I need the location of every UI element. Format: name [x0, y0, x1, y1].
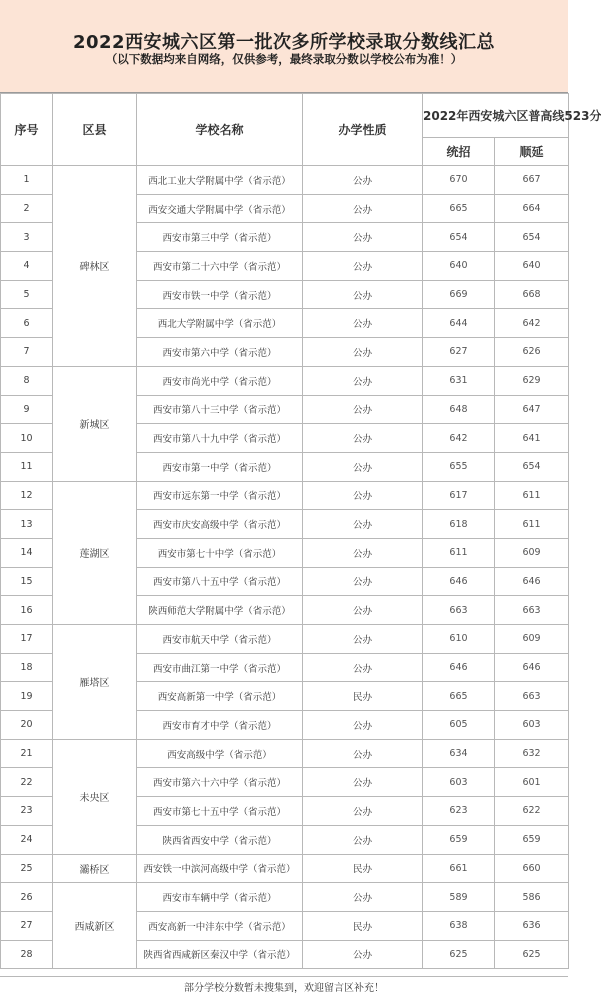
- footer-note: 部分学校分数暂未搜集到，欢迎留言区补充！: [0, 976, 568, 1000]
- table-header-row: [1, 94, 569, 138]
- row-index: 19: [1, 682, 53, 711]
- table-row: [1, 166, 569, 195]
- unified-score: 661: [423, 854, 495, 883]
- header-unified: 统招: [423, 138, 495, 166]
- unified-score: 634: [423, 739, 495, 768]
- school-nature: 公办: [303, 280, 423, 309]
- unified-score: 654: [423, 223, 495, 252]
- school-nature: 公办: [303, 596, 423, 625]
- school-name: 西安市庆安高级中学（省示范）: [137, 510, 303, 539]
- unified-score: 623: [423, 797, 495, 826]
- shunyan-score: 622: [495, 797, 569, 826]
- school-nature: 公办: [303, 194, 423, 223]
- row-index: 25: [1, 854, 53, 883]
- shunyan-score: 629: [495, 366, 569, 395]
- school-nature: 公办: [303, 309, 423, 338]
- school-nature: 公办: [303, 252, 423, 281]
- shunyan-score: 601: [495, 768, 569, 797]
- shunyan-score: 647: [495, 395, 569, 424]
- district-cell: 未央区: [53, 739, 137, 854]
- header-score-group: 2022年西安城六区普高线523分: [423, 94, 569, 138]
- header-shunyan: 顺延: [495, 138, 569, 166]
- shunyan-score: 611: [495, 481, 569, 510]
- shunyan-score: 660: [495, 854, 569, 883]
- row-index: 3: [1, 223, 53, 252]
- school-name: 西安交通大学附属中学（省示范）: [137, 194, 303, 223]
- school-name: 西安市铁一中学（省示范）: [137, 280, 303, 309]
- shunyan-score: 611: [495, 510, 569, 539]
- school-nature: 公办: [303, 538, 423, 567]
- school-nature: 民办: [303, 911, 423, 940]
- district-cell: 莲湖区: [53, 481, 137, 624]
- shunyan-score: 586: [495, 883, 569, 912]
- school-nature: 公办: [303, 366, 423, 395]
- unified-score: 646: [423, 653, 495, 682]
- row-index: 8: [1, 366, 53, 395]
- unified-score: 610: [423, 625, 495, 654]
- row-index: 22: [1, 768, 53, 797]
- school-name: 西安市育才中学（省示范）: [137, 711, 303, 740]
- school-nature: 公办: [303, 625, 423, 654]
- shunyan-score: 609: [495, 538, 569, 567]
- unified-score: 627: [423, 338, 495, 367]
- school-nature: 公办: [303, 739, 423, 768]
- row-index: 18: [1, 653, 53, 682]
- unified-score: 665: [423, 682, 495, 711]
- row-index: 28: [1, 940, 53, 969]
- school-name: 西安市第二十六中学（省示范）: [137, 252, 303, 281]
- school-nature: 公办: [303, 883, 423, 912]
- school-nature: 公办: [303, 166, 423, 195]
- district-cell: 雁塔区: [53, 625, 137, 740]
- unified-score: 625: [423, 940, 495, 969]
- district-cell: 碑林区: [53, 166, 137, 367]
- unified-score: 638: [423, 911, 495, 940]
- table-row: [1, 854, 569, 883]
- row-index: 24: [1, 825, 53, 854]
- school-nature: 公办: [303, 510, 423, 539]
- school-name: 西安市第六中学（省示范）: [137, 338, 303, 367]
- school-nature: 公办: [303, 768, 423, 797]
- page-title: 2022西安城六区第一批次多所学校录取分数线汇总: [72, 32, 496, 53]
- shunyan-score: 667: [495, 166, 569, 195]
- unified-score: 631: [423, 366, 495, 395]
- shunyan-score: 654: [495, 452, 569, 481]
- school-nature: 公办: [303, 424, 423, 453]
- school-name: 西安市车辆中学（省示范）: [137, 883, 303, 912]
- unified-score: 603: [423, 768, 495, 797]
- unified-score: 617: [423, 481, 495, 510]
- row-index: 7: [1, 338, 53, 367]
- unified-score: 659: [423, 825, 495, 854]
- district-cell: 灞桥区: [53, 854, 137, 883]
- unified-score: 618: [423, 510, 495, 539]
- header-nature: 办学性质: [303, 94, 423, 166]
- school-nature: 公办: [303, 481, 423, 510]
- unified-score: 665: [423, 194, 495, 223]
- school-nature: 公办: [303, 940, 423, 969]
- school-name: 西北工业大学附属中学（省示范）: [137, 166, 303, 195]
- row-index: 14: [1, 538, 53, 567]
- shunyan-score: 632: [495, 739, 569, 768]
- row-index: 4: [1, 252, 53, 281]
- school-name: 西安市第一中学（省示范）: [137, 452, 303, 481]
- row-index: 6: [1, 309, 53, 338]
- table-row: [1, 883, 569, 912]
- shunyan-score: 642: [495, 309, 569, 338]
- shunyan-score: 626: [495, 338, 569, 367]
- table-body: [1, 166, 569, 969]
- unified-score: 642: [423, 424, 495, 453]
- header-district: 区县: [53, 94, 137, 166]
- row-index: 15: [1, 567, 53, 596]
- school-nature: 民办: [303, 682, 423, 711]
- row-index: 23: [1, 797, 53, 826]
- row-index: 1: [1, 166, 53, 195]
- unified-score: 644: [423, 309, 495, 338]
- school-name: 西安市曲江第一中学（省示范）: [137, 653, 303, 682]
- school-nature: 公办: [303, 452, 423, 481]
- shunyan-score: 609: [495, 625, 569, 654]
- unified-score: 670: [423, 166, 495, 195]
- unified-score: 669: [423, 280, 495, 309]
- school-name: 陕西省西安中学（省示范）: [137, 825, 303, 854]
- row-index: 5: [1, 280, 53, 309]
- shunyan-score: 646: [495, 567, 569, 596]
- score-table: [0, 93, 601, 969]
- shunyan-score: 640: [495, 252, 569, 281]
- school-nature: 公办: [303, 711, 423, 740]
- school-name: 陕西省西咸新区秦汉中学（省示范）: [137, 940, 303, 969]
- row-index: 11: [1, 452, 53, 481]
- school-name: 陕西师范大学附属中学（省示范）: [137, 596, 303, 625]
- school-name: 西安高新第一中学（省示范）: [137, 682, 303, 711]
- school-nature: 公办: [303, 395, 423, 424]
- district-cell: 新城区: [53, 366, 137, 481]
- row-index: 10: [1, 424, 53, 453]
- shunyan-score: 659: [495, 825, 569, 854]
- shunyan-score: 625: [495, 940, 569, 969]
- table-row: [1, 481, 569, 510]
- row-index: 20: [1, 711, 53, 740]
- school-name: 西安市远东第一中学（省示范）: [137, 481, 303, 510]
- district-cell: 西咸新区: [53, 883, 137, 969]
- shunyan-score: 663: [495, 596, 569, 625]
- row-index: 26: [1, 883, 53, 912]
- school-name: 西安市尚光中学（省示范）: [137, 366, 303, 395]
- unified-score: 605: [423, 711, 495, 740]
- unified-score: 611: [423, 538, 495, 567]
- row-index: 12: [1, 481, 53, 510]
- unified-score: 655: [423, 452, 495, 481]
- unified-score: 646: [423, 567, 495, 596]
- school-name: 西安市第六十六中学（省示范）: [137, 768, 303, 797]
- school-name: 西安高新一中沣东中学（省示范）: [137, 911, 303, 940]
- school-name: 西安高级中学（省示范）: [137, 739, 303, 768]
- school-nature: 公办: [303, 825, 423, 854]
- shunyan-score: 663: [495, 682, 569, 711]
- unified-score: 589: [423, 883, 495, 912]
- row-index: 13: [1, 510, 53, 539]
- table-row: [1, 625, 569, 654]
- shunyan-score: 641: [495, 424, 569, 453]
- school-name: 西安市第八十九中学（省示范）: [137, 424, 303, 453]
- row-index: 9: [1, 395, 53, 424]
- title-banner: [0, 0, 568, 93]
- unified-score: 640: [423, 252, 495, 281]
- school-name: 西安市第七十五中学（省示范）: [137, 797, 303, 826]
- row-index: 2: [1, 194, 53, 223]
- school-nature: 公办: [303, 223, 423, 252]
- school-name: 西安市第七十中学（省示范）: [137, 538, 303, 567]
- school-name: 西安铁一中滨河高级中学（省示范）: [137, 854, 303, 883]
- shunyan-score: 636: [495, 911, 569, 940]
- shunyan-score: 603: [495, 711, 569, 740]
- row-index: 27: [1, 911, 53, 940]
- unified-score: 648: [423, 395, 495, 424]
- shunyan-score: 654: [495, 223, 569, 252]
- row-index: 17: [1, 625, 53, 654]
- school-name: 西安市第八十三中学（省示范）: [137, 395, 303, 424]
- school-nature: 民办: [303, 854, 423, 883]
- table-row: [1, 739, 569, 768]
- school-nature: 公办: [303, 653, 423, 682]
- row-index: 16: [1, 596, 53, 625]
- table-row: [1, 366, 569, 395]
- header-index: 序号: [1, 94, 53, 166]
- unified-score: 663: [423, 596, 495, 625]
- school-name: 西安市第三中学（省示范）: [137, 223, 303, 252]
- shunyan-score: 668: [495, 280, 569, 309]
- header-school: 学校名称: [137, 94, 303, 166]
- school-nature: 公办: [303, 338, 423, 367]
- school-name: 西北大学附属中学（省示范）: [137, 309, 303, 338]
- row-index: 21: [1, 739, 53, 768]
- school-nature: 公办: [303, 797, 423, 826]
- school-name: 西安市航天中学（省示范）: [137, 625, 303, 654]
- shunyan-score: 664: [495, 194, 569, 223]
- school-name: 西安市第八十五中学（省示范）: [137, 567, 303, 596]
- school-nature: 公办: [303, 567, 423, 596]
- disclaimer-subtitle: （以下数据均来自网络，仅供参考，最终录取分数以学校公布为准！）: [105, 52, 463, 66]
- shunyan-score: 646: [495, 653, 569, 682]
